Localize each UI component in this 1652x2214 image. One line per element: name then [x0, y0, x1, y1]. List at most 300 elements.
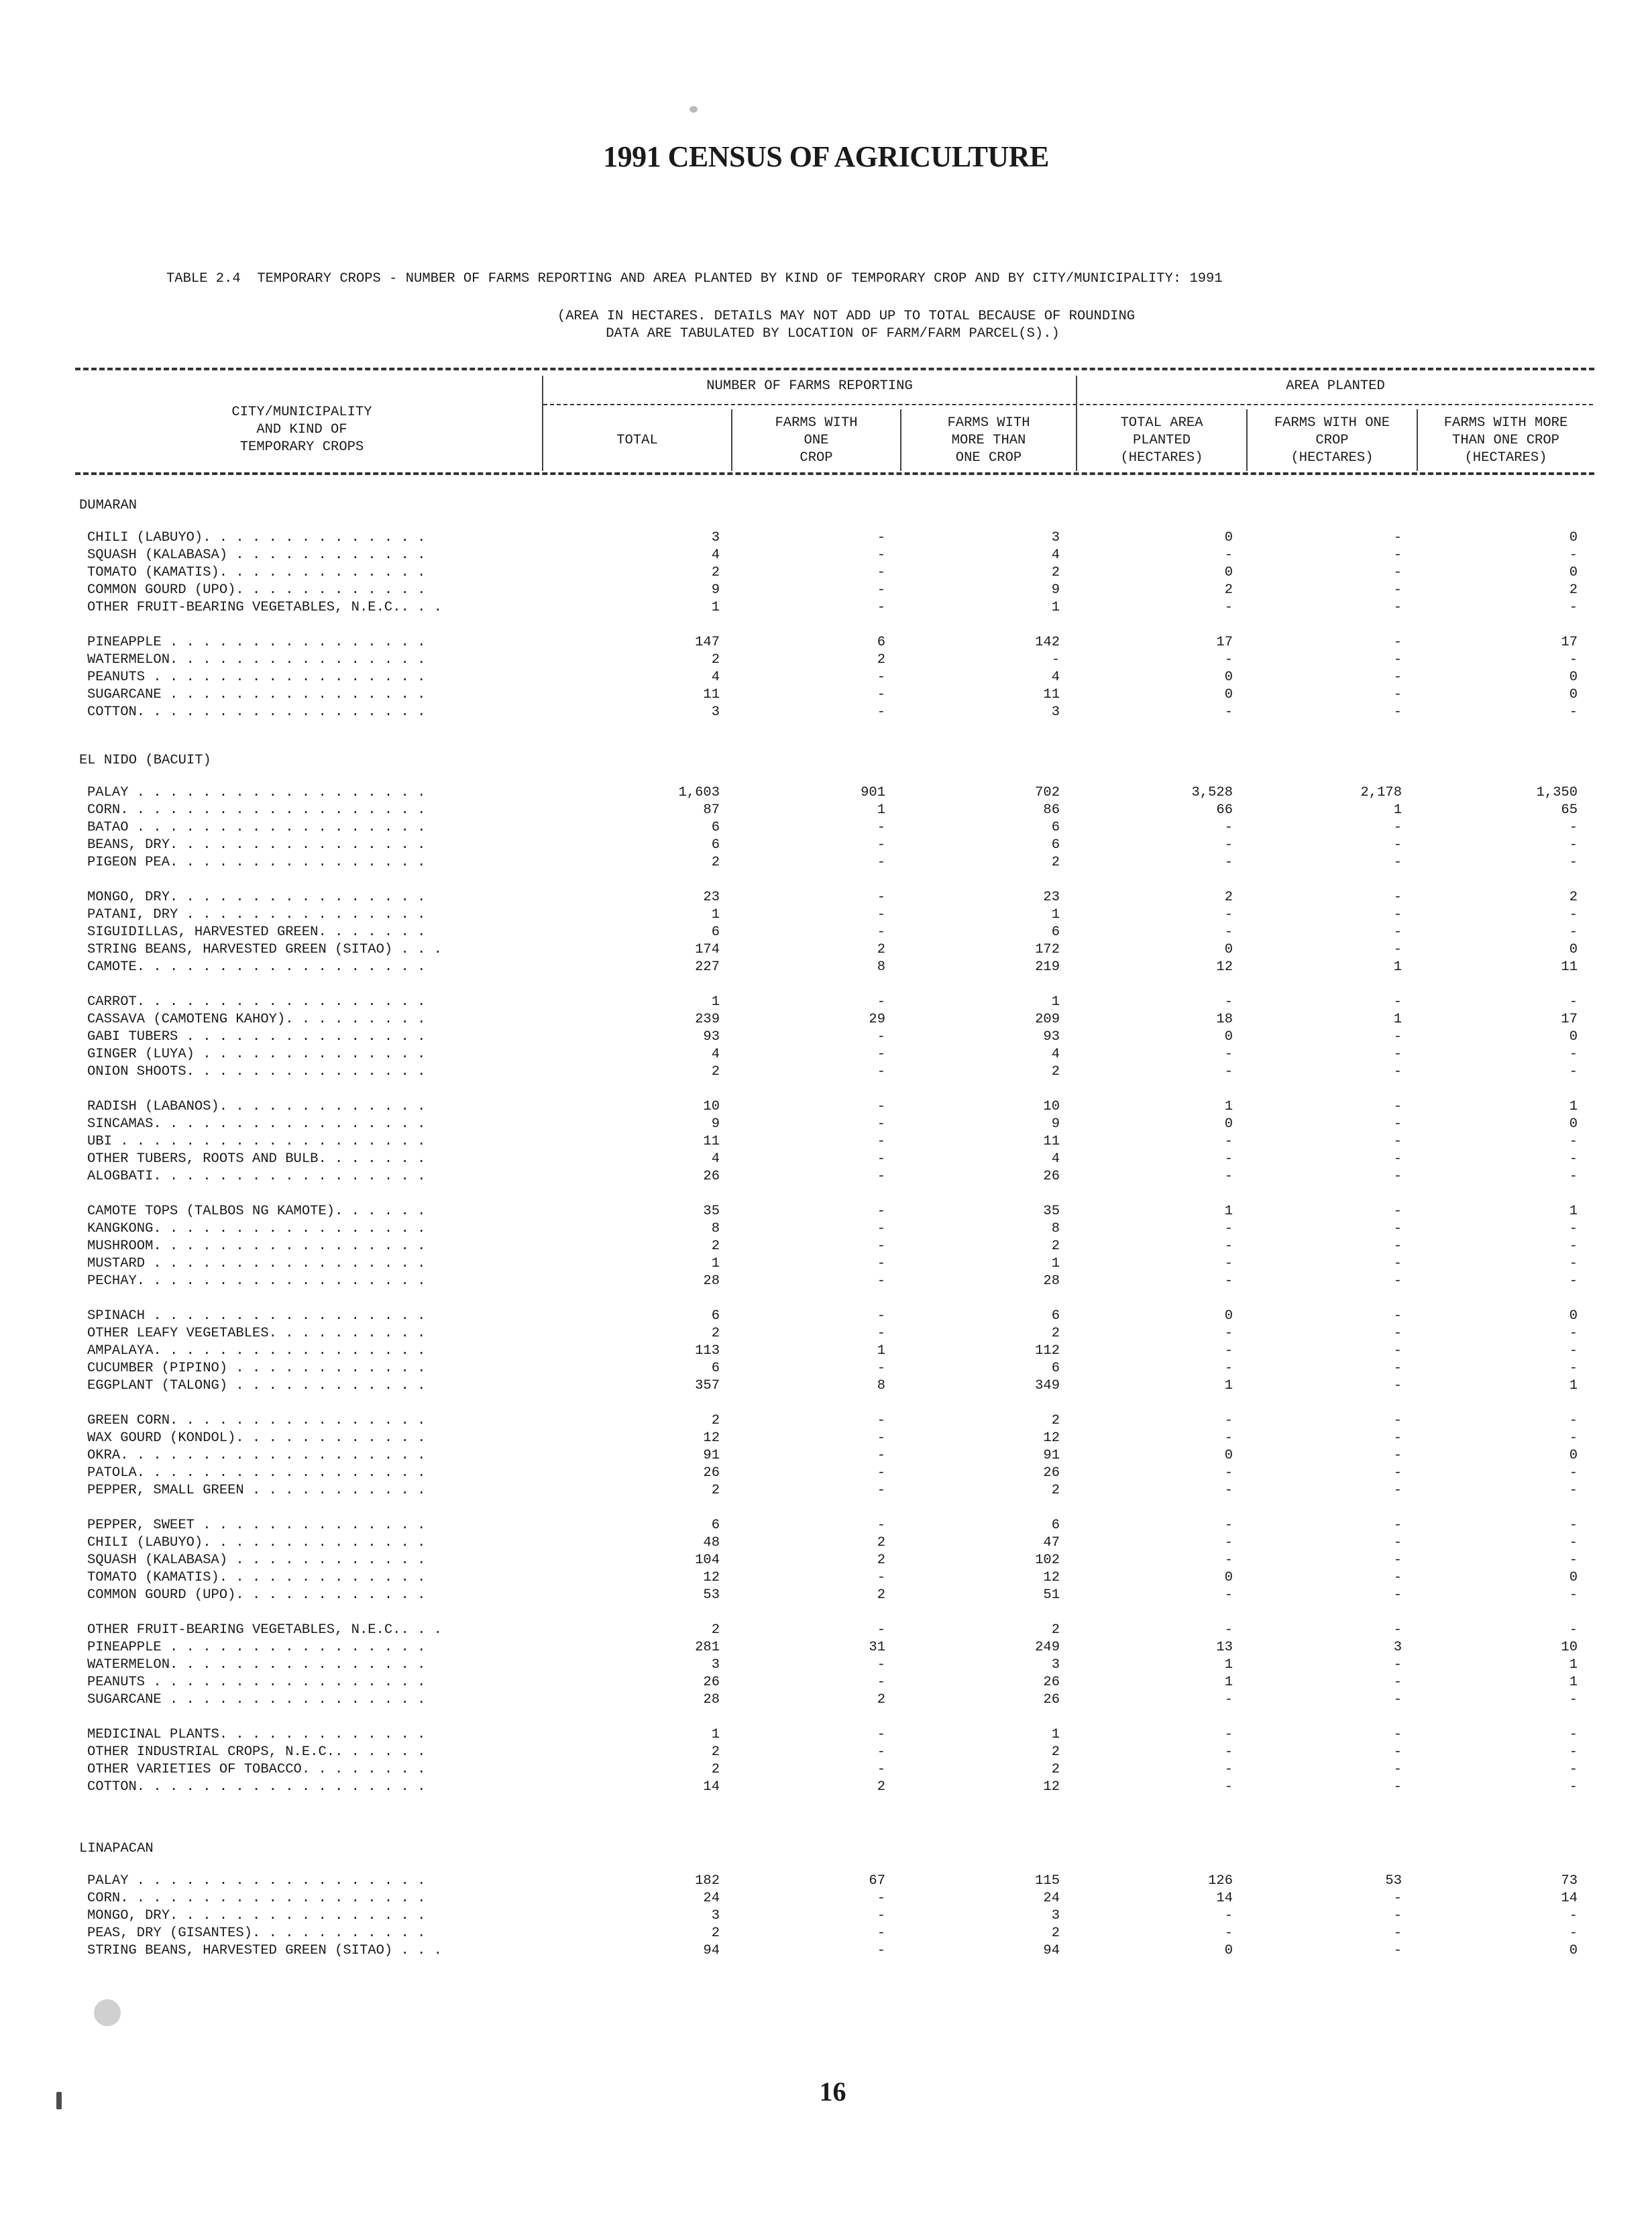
total-farms-cell: 11: [703, 687, 720, 702]
farms-more-crop-cell: 4: [1051, 1151, 1060, 1167]
table-row: [0, 1116, 1652, 1134]
total-area-cell: -: [1224, 855, 1233, 870]
area-more-crop-cell: 10: [1561, 1640, 1578, 1655]
area-one-crop-cell: -: [1393, 1675, 1402, 1690]
header-col-total: TOTAL: [616, 433, 658, 448]
area-more-crop-cell: 1: [1569, 1378, 1578, 1393]
crop-label: MEDICINAL PLANTS. . . . . . . . . . . . .: [87, 1727, 426, 1742]
farms-more-crop-cell: 6: [1051, 925, 1060, 940]
farms-more-crop-cell: 3: [1051, 1657, 1060, 1673]
area-one-crop-cell: -: [1393, 925, 1402, 940]
total-farms-cell: 12: [703, 1570, 720, 1585]
area-more-crop-cell: 0: [1569, 565, 1578, 580]
crop-label: GREEN CORN. . . . . . . . . . . . . . . .: [87, 1413, 426, 1428]
table-row: [0, 670, 1652, 687]
area-one-crop-cell: -: [1393, 1221, 1402, 1236]
farms-more-crop-cell: 2: [1051, 855, 1060, 870]
area-more-crop-cell: -: [1569, 1465, 1578, 1481]
area-more-crop-cell: -: [1569, 1430, 1578, 1446]
total-farms-cell: 3: [711, 1657, 720, 1673]
farms-more-crop-cell: 51: [1043, 1587, 1060, 1603]
farms-more-crop-cell: 2: [1051, 1413, 1060, 1428]
area-one-crop-cell: -: [1393, 820, 1402, 835]
area-more-crop-cell: 1: [1569, 1099, 1578, 1114]
crop-label: OKRA. . . . . . . . . . . . . . . . . . .: [87, 1448, 426, 1463]
area-more-crop-cell: 2: [1569, 582, 1578, 598]
total-farms-cell: 357: [695, 1378, 720, 1393]
total-farms-cell: 87: [703, 802, 720, 818]
area-more-crop-cell: -: [1569, 1238, 1578, 1254]
total-farms-cell: 8: [711, 1221, 720, 1236]
table-row: [0, 1552, 1652, 1570]
farms-more-crop-cell: 112: [1035, 1343, 1060, 1359]
farms-more-crop-cell: 8: [1051, 1221, 1060, 1236]
area-more-crop-cell: 73: [1561, 1873, 1578, 1889]
crop-label: SINCAMAS. . . . . . . . . . . . . . . . .: [87, 1116, 426, 1132]
total-farms-cell: 4: [711, 547, 720, 563]
farms-more-crop-cell: 47: [1043, 1535, 1060, 1550]
farms-one-crop-cell: -: [877, 994, 885, 1010]
total-farms-cell: 2: [711, 652, 720, 668]
farms-one-crop-cell: -: [877, 670, 885, 685]
total-farms-cell: 9: [711, 582, 720, 598]
crop-label: CORN. . . . . . . . . . . . . . . . . . .: [87, 1891, 426, 1906]
farms-one-crop-cell: -: [877, 1518, 885, 1533]
area-more-crop-cell: -: [1569, 1744, 1578, 1760]
area-more-crop-cell: -: [1569, 1064, 1578, 1079]
farms-more-crop-cell: 94: [1043, 1943, 1060, 1958]
farms-more-crop-cell: 2: [1051, 1762, 1060, 1777]
area-more-crop-cell: 2: [1569, 890, 1578, 905]
crop-label: COMMON GOURD (UPO). . . . . . . . . . . .: [87, 1587, 426, 1603]
farms-one-crop-cell: 2: [877, 1692, 885, 1707]
header-group-rule: [543, 404, 1593, 405]
table-row: [0, 1570, 1652, 1587]
farms-one-crop-cell: -: [877, 907, 885, 922]
area-one-crop-cell: -: [1393, 1552, 1402, 1568]
area-one-crop-cell: -: [1393, 1622, 1402, 1638]
area-one-crop-cell: -: [1393, 1448, 1402, 1463]
total-area-cell: 3,528: [1191, 785, 1233, 800]
table-row: [0, 1273, 1652, 1291]
crop-label: COMMON GOURD (UPO). . . . . . . . . . . .: [87, 582, 426, 598]
total-area-cell: 14: [1216, 1891, 1233, 1906]
total-farms-cell: 9: [711, 1116, 720, 1132]
table-row: [0, 1692, 1652, 1709]
total-farms-cell: 94: [703, 1943, 720, 1958]
table-row: [0, 1343, 1652, 1361]
table-row: [0, 1762, 1652, 1779]
area-more-crop-cell: -: [1569, 1908, 1578, 1923]
area-more-crop-cell: -: [1569, 1256, 1578, 1271]
area-more-crop-cell: 17: [1561, 635, 1578, 650]
total-area-cell: -: [1224, 600, 1233, 615]
farms-more-crop-cell: 26: [1043, 1692, 1060, 1707]
area-more-crop-cell: 0: [1569, 1943, 1578, 1958]
crop-label: PATOLA. . . . . . . . . . . . . . . . . .: [87, 1465, 426, 1481]
crop-label: WATERMELON. . . . . . . . . . . . . . . .: [87, 652, 426, 668]
table-row: [0, 1622, 1652, 1640]
farms-one-crop-cell: -: [877, 600, 885, 615]
farms-one-crop-cell: 29: [869, 1012, 885, 1027]
table-row: [0, 1238, 1652, 1256]
area-more-crop-cell: 0: [1569, 670, 1578, 685]
total-farms-cell: 4: [711, 670, 720, 685]
table-row: [0, 1779, 1652, 1797]
farms-one-crop-cell: -: [877, 890, 885, 905]
farms-more-crop-cell: 219: [1035, 959, 1060, 975]
area-more-crop-cell: -: [1569, 1762, 1578, 1777]
farms-more-crop-cell: 2: [1051, 1926, 1060, 1941]
total-area-cell: -: [1224, 1692, 1233, 1707]
crop-label: CHILI (LABUYO). . . . . . . . . . . . . .: [87, 1535, 426, 1550]
total-farms-cell: 281: [695, 1640, 720, 1655]
area-more-crop-cell: -: [1569, 1535, 1578, 1550]
table-row: [0, 1727, 1652, 1744]
area-one-crop-cell: -: [1393, 1908, 1402, 1923]
farms-more-crop-cell: 4: [1051, 547, 1060, 563]
total-farms-cell: 1: [711, 1727, 720, 1742]
table-row: [0, 1151, 1652, 1169]
farms-one-crop-cell: -: [877, 1151, 885, 1167]
crop-label: MONGO, DRY. . . . . . . . . . . . . . . .: [87, 890, 426, 905]
total-farms-cell: 6: [711, 925, 720, 940]
table-row: [0, 1204, 1652, 1221]
crop-label: OTHER VARIETIES OF TOBACCO. . . . . . . .: [87, 1762, 426, 1777]
table-row: [0, 530, 1652, 547]
crop-label: MUSHROOM. . . . . . . . . . . . . . . . .: [87, 1238, 426, 1254]
farms-one-crop-cell: -: [877, 1622, 885, 1638]
crop-label: MUSTARD . . . . . . . . . . . . . . . . .: [87, 1256, 426, 1271]
crop-label: GABI TUBERS . . . . . . . . . . . . . . .: [87, 1029, 426, 1045]
table-row: [0, 1518, 1652, 1535]
farms-one-crop-cell: -: [877, 1326, 885, 1341]
area-more-crop-cell: 0: [1569, 1570, 1578, 1585]
total-area-cell: -: [1224, 837, 1233, 853]
table-row: [0, 687, 1652, 704]
table-row: [0, 600, 1652, 617]
farms-one-crop-cell: 2: [877, 1535, 885, 1550]
header-top-rule: [75, 368, 1594, 370]
crop-label: OTHER INDUSTRIAL CROPS, N.E.C.. . . . . .: [87, 1744, 426, 1760]
table-row: [0, 1430, 1652, 1448]
farms-one-crop-cell: -: [877, 1204, 885, 1219]
area-one-crop-cell: -: [1393, 837, 1402, 853]
total-area-cell: -: [1224, 652, 1233, 668]
farms-one-crop-cell: -: [877, 1675, 885, 1690]
area-more-crop-cell: -: [1569, 907, 1578, 922]
total-farms-cell: 12: [703, 1430, 720, 1446]
farms-one-crop-cell: -: [877, 837, 885, 853]
area-one-crop-cell: -: [1393, 1744, 1402, 1760]
table-row: [0, 1891, 1652, 1908]
area-more-crop-cell: 0: [1569, 1029, 1578, 1045]
total-area-cell: 13: [1216, 1640, 1233, 1655]
farms-more-crop-cell: 26: [1043, 1169, 1060, 1184]
farms-one-crop-cell: -: [877, 1134, 885, 1149]
total-farms-cell: 2: [711, 1238, 720, 1254]
farms-more-crop-cell: 6: [1051, 1518, 1060, 1533]
table-row: [0, 1099, 1652, 1116]
total-farms-cell: 2: [711, 1326, 720, 1341]
table-row: [0, 547, 1652, 565]
farms-one-crop-cell: -: [877, 1273, 885, 1289]
total-area-cell: -: [1224, 1326, 1233, 1341]
table-row: [0, 1926, 1652, 1943]
crop-label: CAMOTE. . . . . . . . . . . . . . . . . .: [87, 959, 426, 975]
area-one-crop-cell: 3: [1393, 1640, 1402, 1655]
total-area-cell: -: [1224, 1169, 1233, 1184]
area-more-crop-cell: -: [1569, 1134, 1578, 1149]
farms-more-crop-cell: 24: [1043, 1891, 1060, 1906]
table-row: [0, 994, 1652, 1012]
total-farms-cell: 4: [711, 1151, 720, 1167]
crop-label: CORN. . . . . . . . . . . . . . . . . . .: [87, 802, 426, 818]
area-one-crop-cell: -: [1393, 530, 1402, 545]
table-row: [0, 1413, 1652, 1430]
area-more-crop-cell: 1: [1569, 1657, 1578, 1673]
farms-more-crop-cell: 2: [1051, 1622, 1060, 1638]
total-area-cell: -: [1224, 1552, 1233, 1568]
total-area-cell: -: [1224, 1483, 1233, 1498]
table-note-line2: DATA ARE TABULATED BY LOCATION OF FARM/FARM PARCEL(S).): [606, 326, 1060, 341]
total-farms-cell: 2: [711, 1413, 720, 1428]
area-one-crop-cell: -: [1393, 600, 1402, 615]
crop-label: COTTON. . . . . . . . . . . . . . . . . .: [87, 704, 426, 720]
area-more-crop-cell: 0: [1569, 1308, 1578, 1324]
table-row: [0, 907, 1652, 925]
crop-label: PECHAY. . . . . . . . . . . . . . . . . .: [87, 1273, 426, 1289]
area-one-crop-cell: 1: [1393, 802, 1402, 818]
farms-one-crop-cell: 67: [869, 1873, 885, 1889]
total-farms-cell: 6: [711, 837, 720, 853]
area-one-crop-cell: -: [1393, 1587, 1402, 1603]
area-more-crop-cell: -: [1569, 1047, 1578, 1062]
page-number: 16: [819, 2076, 846, 2107]
table-row: [0, 1361, 1652, 1378]
farms-one-crop-cell: -: [877, 1430, 885, 1446]
farms-one-crop-cell: -: [877, 1169, 885, 1184]
farms-more-crop-cell: 172: [1035, 942, 1060, 957]
total-area-cell: -: [1224, 1413, 1233, 1428]
farms-more-crop-cell: 2: [1051, 565, 1060, 580]
total-area-cell: -: [1224, 1238, 1233, 1254]
area-one-crop-cell: 2,178: [1360, 785, 1402, 800]
farms-one-crop-cell: -: [877, 1943, 885, 1958]
area-more-crop-cell: 17: [1561, 1012, 1578, 1027]
farms-more-crop-cell: 209: [1035, 1012, 1060, 1027]
table-row: [0, 1640, 1652, 1657]
crop-label: UBI . . . . . . . . . . . . . . . . . . .: [87, 1134, 426, 1149]
crop-label: KANGKONG. . . . . . . . . . . . . . . . .: [87, 1221, 426, 1236]
area-one-crop-cell: -: [1393, 1047, 1402, 1062]
total-area-cell: -: [1224, 1908, 1233, 1923]
crop-label: PEPPER, SMALL GREEN . . . . . . . . . . .: [87, 1483, 426, 1498]
crop-label: SUGARCANE . . . . . . . . . . . . . . . .: [87, 687, 426, 702]
farms-more-crop-cell: 2: [1051, 1483, 1060, 1498]
farms-one-crop-cell: -: [877, 687, 885, 702]
farms-more-crop-cell: 11: [1043, 1134, 1060, 1149]
area-more-crop-cell: -: [1569, 1622, 1578, 1638]
table-row: [0, 1326, 1652, 1343]
farms-one-crop-cell: -: [877, 925, 885, 940]
total-area-cell: 0: [1224, 1029, 1233, 1045]
area-one-crop-cell: -: [1393, 670, 1402, 685]
table-row: [0, 1587, 1652, 1605]
farms-one-crop-cell: -: [877, 1465, 885, 1481]
area-more-crop-cell: -: [1569, 925, 1578, 940]
area-one-crop-cell: -: [1393, 1308, 1402, 1324]
table-row: [0, 837, 1652, 855]
total-area-cell: 0: [1224, 565, 1233, 580]
table-row: [0, 1465, 1652, 1483]
farms-more-crop-cell: 142: [1035, 635, 1060, 650]
farms-more-crop-cell: 9: [1051, 582, 1060, 598]
area-more-crop-cell: -: [1569, 1169, 1578, 1184]
area-more-crop-cell: -: [1569, 820, 1578, 835]
total-farms-cell: 2: [711, 565, 720, 580]
total-area-cell: -: [1224, 1361, 1233, 1376]
table-row: [0, 1448, 1652, 1465]
area-one-crop-cell: -: [1393, 1238, 1402, 1254]
table-row: [0, 1483, 1652, 1500]
total-area-cell: -: [1224, 1221, 1233, 1236]
total-area-cell: -: [1224, 1779, 1233, 1795]
total-farms-cell: 147: [695, 635, 720, 650]
crop-label: PALAY . . . . . . . . . . . . . . . . . .: [87, 785, 426, 800]
area-more-crop-cell: 14: [1561, 1891, 1578, 1906]
total-area-cell: 0: [1224, 530, 1233, 545]
area-one-crop-cell: -: [1393, 1273, 1402, 1289]
total-area-cell: -: [1224, 1256, 1233, 1271]
crop-label: COTTON. . . . . . . . . . . . . . . . . .: [87, 1779, 426, 1795]
farms-more-crop-cell: 3: [1051, 1908, 1060, 1923]
area-one-crop-cell: -: [1393, 635, 1402, 650]
area-one-crop-cell: -: [1393, 1779, 1402, 1795]
area-more-crop-cell: -: [1569, 1926, 1578, 1941]
total-farms-cell: 6: [711, 1361, 720, 1376]
table-row: [0, 1064, 1652, 1082]
area-one-crop-cell: 1: [1393, 959, 1402, 975]
table-row: [0, 785, 1652, 802]
crop-label: PEANUTS . . . . . . . . . . . . . . . . .: [87, 1675, 426, 1690]
farms-one-crop-cell: 2: [877, 942, 885, 957]
total-area-cell: 2: [1224, 890, 1233, 905]
area-one-crop-cell: -: [1393, 652, 1402, 668]
area-one-crop-cell: -: [1393, 1413, 1402, 1428]
area-one-crop-cell: -: [1393, 1657, 1402, 1673]
header-stub: CITY/MUNICIPALITY AND KIND OF TEMPORARY CROPS: [231, 405, 372, 455]
table-row: [0, 1047, 1652, 1064]
farms-more-crop-cell: 9: [1051, 1116, 1060, 1132]
farms-one-crop-cell: -: [877, 704, 885, 720]
area-more-crop-cell: -: [1569, 1552, 1578, 1568]
farms-more-crop-cell: 1: [1051, 994, 1060, 1010]
crop-label: BEANS, DRY. . . . . . . . . . . . . . . .: [87, 837, 426, 853]
total-farms-cell: 6: [711, 820, 720, 835]
area-one-crop-cell: -: [1393, 1204, 1402, 1219]
total-farms-cell: 2: [711, 1744, 720, 1760]
total-area-cell: 0: [1224, 1308, 1233, 1324]
farms-one-crop-cell: -: [877, 1413, 885, 1428]
crop-label: WATERMELON. . . . . . . . . . . . . . . .: [87, 1657, 426, 1673]
total-area-cell: -: [1224, 547, 1233, 563]
total-farms-cell: 3: [711, 1908, 720, 1923]
header-bottom-rule: [75, 472, 1594, 475]
area-more-crop-cell: -: [1569, 1326, 1578, 1341]
crop-label: CHILI (LABUYO). . . . . . . . . . . . . .: [87, 530, 426, 545]
farms-more-crop-cell: 2: [1051, 1238, 1060, 1254]
area-more-crop-cell: -: [1569, 1518, 1578, 1533]
total-area-cell: -: [1224, 1047, 1233, 1062]
farms-one-crop-cell: -: [877, 1361, 885, 1376]
crop-label: STRING BEANS, HARVESTED GREEN (SITAO) . . .: [87, 942, 442, 957]
table-row: [0, 1943, 1652, 1960]
area-more-crop-cell: 11: [1561, 959, 1578, 975]
farms-one-crop-cell: -: [877, 1029, 885, 1045]
total-farms-cell: 6: [711, 1308, 720, 1324]
table-row: [0, 942, 1652, 959]
farms-more-crop-cell: 35: [1043, 1204, 1060, 1219]
area-one-crop-cell: -: [1393, 1326, 1402, 1341]
total-area-cell: -: [1224, 1273, 1233, 1289]
farms-more-crop-cell: 6: [1051, 837, 1060, 853]
farms-one-crop-cell: 8: [877, 1378, 885, 1393]
total-farms-cell: 4: [711, 1047, 720, 1062]
farms-more-crop-cell: 1: [1051, 907, 1060, 922]
farms-one-crop-cell: -: [877, 1256, 885, 1271]
crop-label: PINEAPPLE . . . . . . . . . . . . . . . .: [87, 1640, 426, 1655]
farms-one-crop-cell: -: [877, 1099, 885, 1114]
area-more-crop-cell: 0: [1569, 942, 1578, 957]
total-farms-cell: 1: [711, 994, 720, 1010]
table-row: [0, 1308, 1652, 1326]
area-more-crop-cell: 1: [1569, 1204, 1578, 1219]
area-more-crop-cell: -: [1569, 1483, 1578, 1498]
total-area-cell: -: [1224, 1343, 1233, 1359]
table-row: [0, 1675, 1652, 1692]
farms-more-crop-cell: 3: [1051, 530, 1060, 545]
total-area-cell: 1: [1224, 1099, 1233, 1114]
crop-label: TOMATO (KAMATIS). . . . . . . . . . . . .: [87, 565, 426, 580]
area-one-crop-cell: -: [1393, 1692, 1402, 1707]
area-more-crop-cell: 1: [1569, 1675, 1578, 1690]
area-one-crop-cell: -: [1393, 1430, 1402, 1446]
crop-label: SQUASH (KALABASA) . . . . . . . . . . . .: [87, 547, 426, 563]
farms-more-crop-cell: 11: [1043, 687, 1060, 702]
area-more-crop-cell: -: [1569, 600, 1578, 615]
section-heading: DUMARAN: [79, 498, 137, 513]
farms-more-crop-cell: 249: [1035, 1640, 1060, 1655]
farms-more-crop-cell: 6: [1051, 1361, 1060, 1376]
area-one-crop-cell: -: [1393, 687, 1402, 702]
area-one-crop-cell: -: [1393, 1361, 1402, 1376]
table-row: [0, 1873, 1652, 1891]
table-row: [0, 1221, 1652, 1238]
total-area-cell: 0: [1224, 1943, 1233, 1958]
header-group-farms: NUMBER OF FARMS REPORTING: [706, 378, 913, 394]
total-farms-cell: 28: [703, 1692, 720, 1707]
total-area-cell: -: [1224, 1151, 1233, 1167]
farms-one-crop-cell: -: [877, 565, 885, 580]
farms-one-crop-cell: -: [877, 1483, 885, 1498]
table-row: [0, 925, 1652, 942]
crop-label: STRING BEANS, HARVESTED GREEN (SITAO) . . .: [87, 1943, 442, 1958]
crop-label: ALOGBATI. . . . . . . . . . . . . . . . .: [87, 1169, 426, 1184]
total-area-cell: 12: [1216, 959, 1233, 975]
total-farms-cell: 2: [711, 1926, 720, 1941]
crop-label: SUGARCANE . . . . . . . . . . . . . . . .: [87, 1692, 426, 1707]
